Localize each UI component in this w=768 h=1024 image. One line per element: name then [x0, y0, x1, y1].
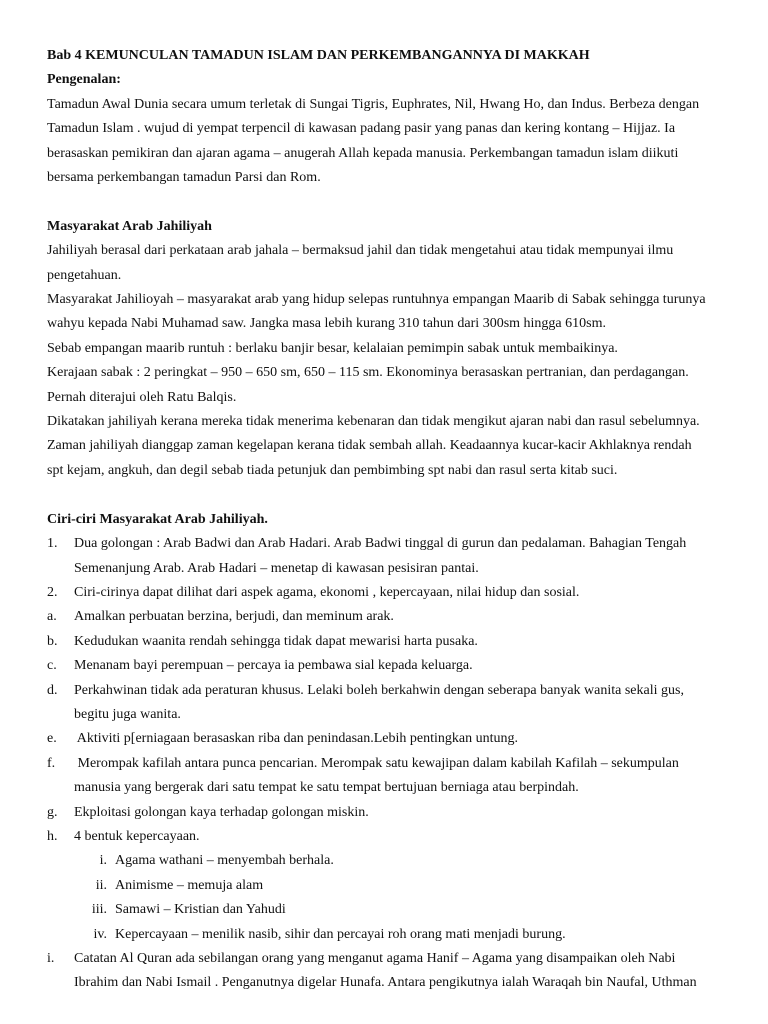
list-item-continuation: begitu juga wanita.: [74, 706, 181, 722]
jahiliyah-line: Zaman jahiliyah dianggap zaman kegelapan kerana tidak sembah allah. Keadaannya kucar-kacir Akhlaknya rendah: [47, 438, 692, 454]
list-item: [47, 727, 727, 751]
list-marker: b.: [47, 633, 58, 649]
list-item: [47, 947, 727, 971]
list-item: [47, 581, 727, 605]
list-item: [47, 605, 727, 629]
jahiliyah-line: Jahiliyah berasal dari perkataan arab jahala – bermaksud jahil dan tidak mengetahui atau tidak mempunyai ilmu: [47, 243, 674, 259]
intro-line: Tamadun Awal Dunia secara umum terletak di Sungai Tigris, Euphrates, Nil, Hwang Ho, dan Indus. Berbeza dengan: [47, 96, 700, 112]
list-item-text: Perkahwinan tidak ada peraturan khusus. Lelaki boleh berkahwin dengan seberapa banyak wanita sekali gus,: [74, 682, 684, 698]
spacer: [47, 483, 727, 507]
list-marker: 1.: [47, 536, 58, 552]
list-marker: a.: [47, 609, 57, 625]
jahiliyah-line: Sebab empangan maarib runtuh : berlaku banjir besar, kelalaian pemimpin sabak untuk membaikinya.: [47, 340, 618, 356]
list-item-text: Ciri-cirinya dapat dilihat dari aspek agama, ekonomi , kepercayaan, nilai hidup dan sosial.: [74, 584, 580, 600]
list-marker: f.: [47, 755, 56, 771]
list-marker: g.: [47, 804, 58, 820]
jahiliyah-line: spt kejam, angkuh, dan degil sebab tiada petunjuk dan pembimbing spt nabi dan rasul serta kitab suci.: [47, 462, 618, 478]
list-marker: c.: [47, 658, 57, 674]
list-item-text: Catatan Al Quran ada sebilangan orang yang menganut agama Hanif – Agama yang disampaikan oleh Nabi: [74, 951, 676, 966]
intro-line: bersama perkembangan tamadun Parsi dan Rom.: [47, 170, 321, 186]
intro-line: Tamadun Islam . wujud di yempat terpencil di kawasan padang pasir yang panas dan kering kontang – Hijjaz. Ia: [47, 121, 676, 137]
list-item-text: Merompak kafilah antara punca pencarian. Merompak satu kewajipan dalam kabilah Kafilah – sekumpulan: [74, 755, 679, 771]
document-page: [47, 44, 727, 996]
jahiliyah-line: pengetahuan.: [47, 267, 122, 283]
list-item: [47, 630, 727, 654]
list-item: [47, 654, 727, 678]
sub-list-item: [47, 898, 727, 922]
ciri-heading: Ciri-ciri Masyarakat Arab Jahiliyah.: [47, 511, 268, 527]
sub-list-marker: iv.: [93, 926, 107, 942]
jahiliyah-heading: Masyarakat Arab Jahiliyah: [47, 218, 212, 234]
list-item-continuation: Ibrahim dan Nabi Ismail . Penganutnya digelar Hunafa. Antara pengikutnya ialah Waraqah bin Naufal, Uthman: [74, 975, 697, 991]
list-item: [47, 532, 727, 556]
list-item-continuation: manusia yang bergerak dari satu tempat ke satu tempat bertujuan berniaga atau berpindah.: [74, 780, 579, 796]
list-marker: 2.: [47, 584, 58, 600]
chapter-title: Bab 4 KEMUNCULAN TAMADUN ISLAM DAN PERKEMBANGANNYA DI MAKKAH: [47, 48, 590, 63]
list-item: [47, 801, 727, 825]
list-item: [47, 825, 727, 849]
sub-list-item: [47, 923, 727, 947]
list-item-text: 4 bentuk kepercayaan.: [74, 828, 200, 844]
sub-list-item-text: Agama wathani – menyembah berhala.: [115, 853, 334, 869]
list-item-text: Ekploitasi golongan kaya terhadap golongan miskin.: [74, 804, 369, 820]
list-item-text: Menanam bayi perempuan – percaya ia pembawa sial kepada keluarga.: [74, 658, 473, 674]
intro-line: berasaskan pemikiran dan ajaran agama – anugerah Allah kepada manusia. Perkembangan tamadun islam diikuti: [47, 145, 679, 161]
list-item-text: Amalkan perbuatan berzina, berjudi, dan meminum arak.: [74, 609, 394, 625]
jahiliyah-line: Pernah diterajui oleh Ratu Balqis.: [47, 389, 237, 405]
list-marker: e.: [47, 731, 57, 747]
sub-list-marker: i.: [99, 853, 107, 869]
sub-list-item-text: Samawi – Kristian dan Yahudi: [115, 902, 286, 918]
list-item-text: Dua golongan : Arab Badwi dan Arab Hadari. Arab Badwi tinggal di gurun dan pedalaman. Bahagian Tengah: [74, 536, 687, 552]
sub-list-item-text: Animisme – memuja alam: [115, 877, 264, 893]
list-item: [47, 679, 727, 703]
jahiliyah-line: Masyarakat Jahilioyah – masyarakat arab yang hidup selepas runtuhnya empangan Maarib di Sabak sehingga turunya: [47, 292, 706, 308]
sub-list-marker: iii.: [91, 902, 107, 918]
jahiliyah-line: wahyu kepada Nabi Muhamad saw. Jangka masa lebih kurang 310 tahun dari 300sm hingga 610sm.: [47, 316, 606, 332]
list-item-text: Kedudukan waanita rendah sehingga tidak dapat mewarisi harta pusaka.: [74, 633, 478, 649]
list-marker: i.: [47, 951, 55, 966]
sub-list-item: [47, 874, 727, 898]
jahiliyah-line: Dikatakan jahiliyah kerana mereka tidak menerima kebenaran dan tidak mengikut ajaran nabi dan rasul sebelumnya.: [47, 414, 700, 430]
list-item: [47, 752, 727, 776]
sub-list-item-text: Kepercayaan – menilik nasib, sihir dan percayai roh orang mati menjadi burung.: [115, 926, 566, 942]
sub-list-marker: ii.: [95, 877, 107, 893]
spacer: [47, 190, 727, 214]
sub-list-item: [47, 849, 727, 873]
list-marker: d.: [47, 682, 58, 698]
jahiliyah-line: Kerajaan sabak : 2 peringkat – 950 – 650 sm, 650 – 115 sm. Ekonominya berasaskan pertranian, dan perdagangan.: [47, 365, 689, 381]
list-item-text: Aktiviti p[erniagaan berasaskan riba dan penindasan.Lebih pentingkan untung.: [74, 731, 518, 747]
intro-heading: Pengenalan:: [47, 72, 121, 88]
list-item-continuation: Semenanjung Arab. Arab Hadari – menetap di kawasan pesisiran pantai.: [74, 560, 479, 576]
list-marker: h.: [47, 828, 58, 844]
